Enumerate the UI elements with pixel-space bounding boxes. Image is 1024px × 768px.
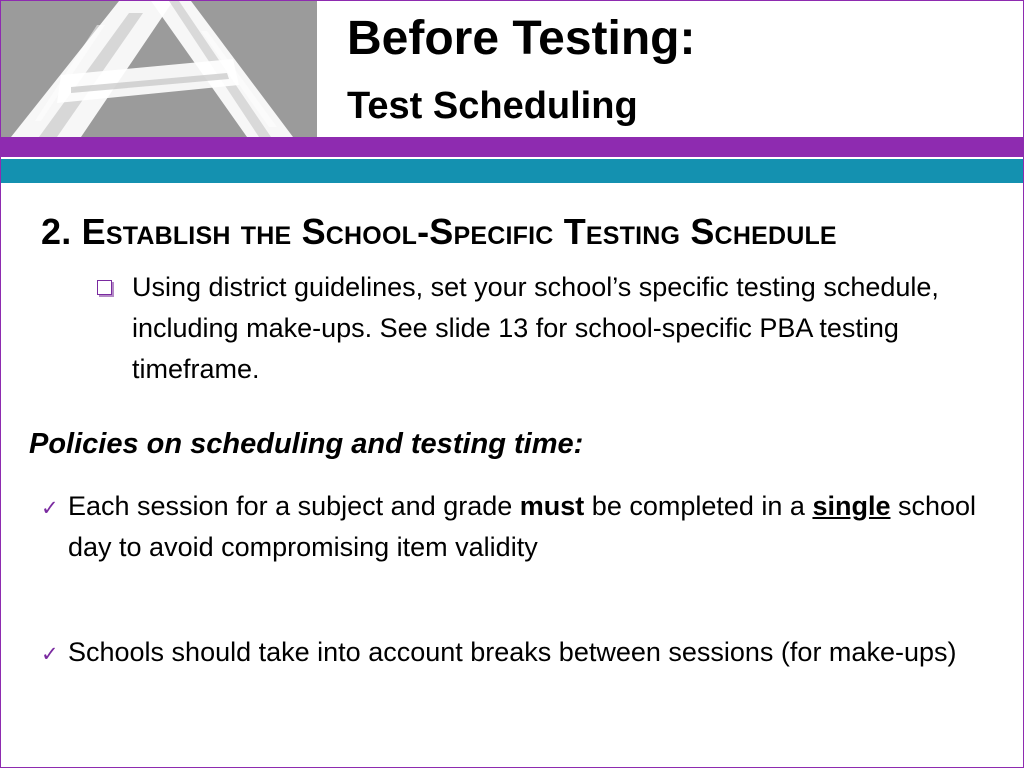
hollow-square-bullet-icon xyxy=(97,280,112,295)
slide-subtitle: Test Scheduling xyxy=(347,85,638,127)
checkmark-icon: ✓ xyxy=(41,643,59,666)
policy-item: Schools should take into account breaks between sessions (for make-ups) xyxy=(68,637,957,667)
section-heading: 2. Establish the School-Specific Testing Schedule xyxy=(41,211,837,252)
policy-item-emphasis-single: single xyxy=(812,491,891,521)
policies-heading: Policies on scheduling and testing time: xyxy=(29,428,584,460)
logo xyxy=(1,1,317,137)
policy-item-text: be completed in a xyxy=(584,491,813,521)
policy-item xyxy=(68,486,1008,568)
policy-item-text: school day to avoid compromising item validity xyxy=(68,491,977,562)
schedule-instruction-text: Using district guidelines, set your school’s specific testing schedule, including make-ups. See slide 13 for school-specific PBA testing timeframe. xyxy=(132,272,939,384)
checkmark-icon: ✓ xyxy=(41,497,59,520)
purple-divider-band xyxy=(1,137,1024,157)
slide-title: Before Testing: xyxy=(347,12,696,65)
teal-divider-band xyxy=(1,159,1024,183)
stylized-letter-a-logo-icon xyxy=(1,1,317,137)
policy-item-text: Each session for a subject and grade xyxy=(68,491,520,521)
policy-item-emphasis-must: must xyxy=(519,491,585,521)
